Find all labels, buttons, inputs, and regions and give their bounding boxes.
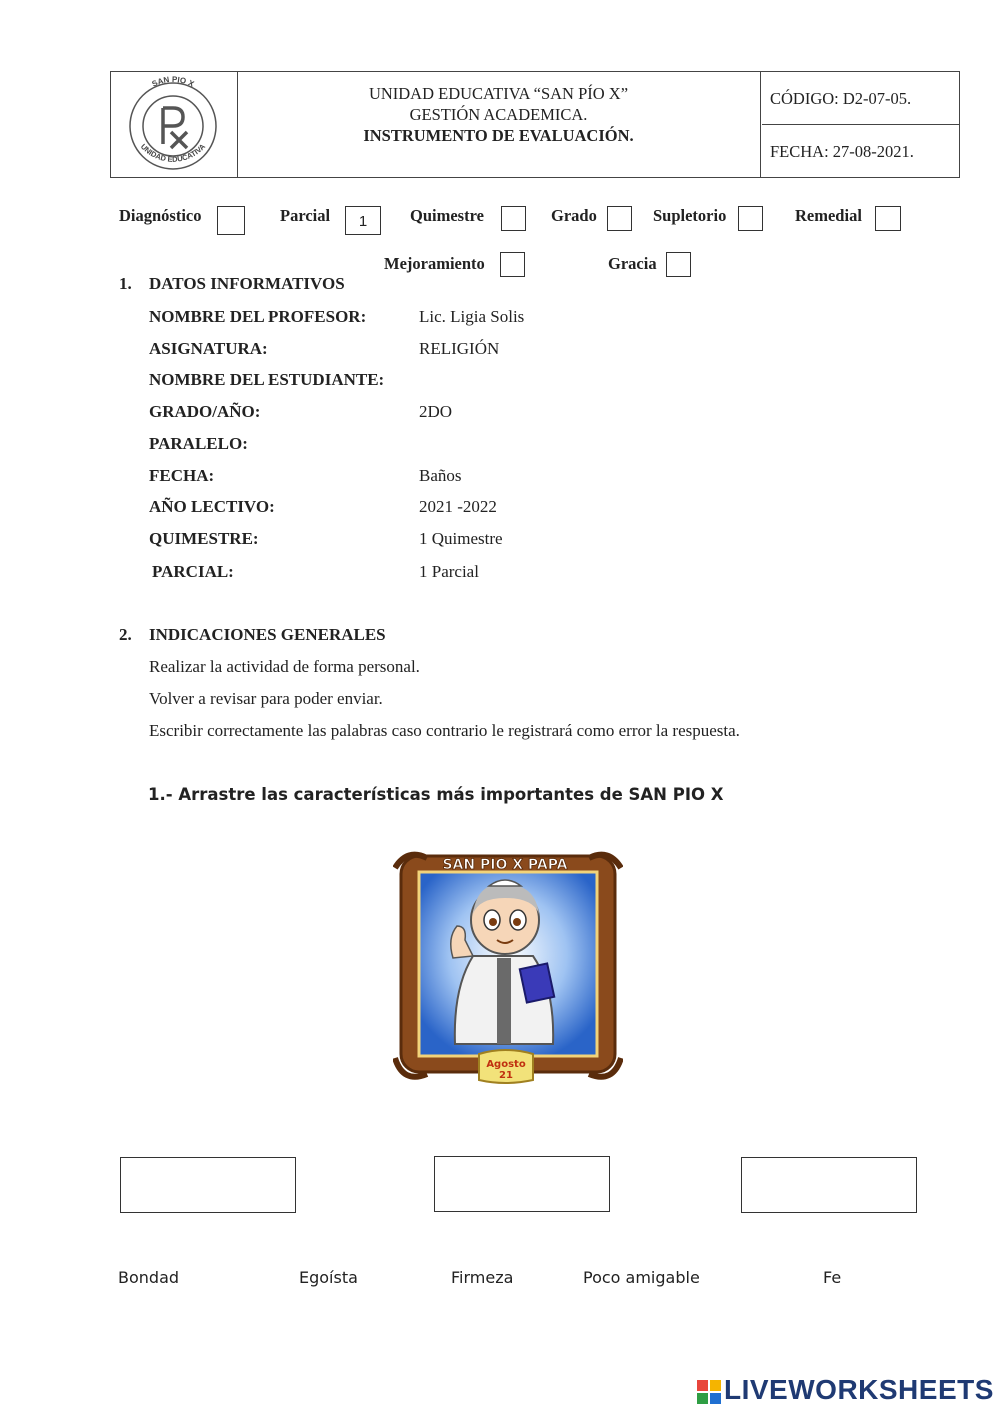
instruction-line: Volver a revisar para poder enviar. [149, 689, 383, 708]
eval-diagnostico-box[interactable] [217, 206, 245, 235]
label-estudiante: NOMBRE DEL ESTUDIANTE: [149, 370, 385, 389]
section2-title: INDICACIONES GENERALES [149, 625, 386, 644]
label-paralelo: PARALELO: [149, 434, 248, 453]
value-grado: 2DO [419, 402, 453, 421]
eval-quimestre-label: Quimestre [410, 206, 484, 225]
document-code: CÓDIGO: D2-07-05. [762, 72, 959, 125]
label-parcial: PARCIAL: [152, 562, 234, 581]
instruction-line: Escribir correctamente las palabras caso contrario le registrará como error la respuesta. [149, 721, 740, 740]
label-profesor: NOMBRE DEL PROFESOR: [149, 307, 367, 326]
label-ano-lectivo: AÑO LECTIVO: [149, 497, 275, 516]
section2-number: 2. [119, 625, 132, 644]
answer-drop-zone-3[interactable] [741, 1157, 917, 1213]
plaque-day: 21 [499, 1070, 513, 1081]
section1-number: 1. [119, 274, 132, 293]
san-pio-x-illustration [393, 848, 623, 1092]
logo-ring-bottom: UNIDAD EDUCATIVA [138, 141, 208, 164]
document-date: FECHA: 27-08-2021. [770, 142, 914, 161]
school-title-cell [237, 72, 761, 177]
value-asignatura: RELIGIÓN [419, 339, 500, 358]
department: GESTIÓN ACADEMICA. [409, 105, 588, 124]
illustration-banner: SAN PIO X PAPA [442, 857, 568, 873]
label-asignatura: ASIGNATURA: [149, 339, 268, 358]
answer-drop-zone-1[interactable] [120, 1157, 296, 1213]
value-quimestre: 1 Quimestre [419, 529, 503, 548]
logo-cell [111, 72, 238, 177]
label-grado: GRADO/AÑO: [149, 402, 261, 421]
eval-grado-label: Grado [551, 206, 597, 225]
eval-quimestre-box[interactable] [501, 206, 526, 231]
logo-ring-top: SAN PIO X [150, 74, 196, 89]
school-name: UNIDAD EDUCATIVA “SAN PÍO X” [368, 84, 629, 103]
value-profesor: Lic. Ligia Solis [419, 307, 525, 326]
eval-remedial-box[interactable] [875, 206, 901, 231]
eval-supletorio-box[interactable] [738, 206, 763, 231]
eval-parcial-label: Parcial [280, 206, 331, 225]
section1-title: DATOS INFORMATIVOS [149, 274, 345, 293]
answer-drop-zone-2[interactable] [434, 1156, 610, 1212]
eval-grado-box[interactable] [607, 206, 632, 231]
header-table [110, 71, 960, 178]
school-logo [111, 72, 237, 177]
eval-mejoramiento-box[interactable] [500, 252, 525, 277]
eval-gracia-label: Gracia [608, 254, 657, 273]
plaque-month: Agosto [486, 1059, 526, 1070]
word-firmeza[interactable]: Firmeza [451, 1268, 514, 1287]
svg-text:SAN PIO X [151, 75, 196, 89]
word-egoista[interactable]: Egoísta [299, 1268, 358, 1287]
eval-diagnostico-label: Diagnóstico [119, 206, 202, 225]
eval-gracia-box[interactable] [666, 252, 691, 277]
word-poco-amigable[interactable]: Poco amigable [583, 1268, 700, 1287]
instruction-line: Realizar la actividad de forma personal. [149, 657, 420, 676]
label-quimestre: QUIMESTRE: [149, 529, 259, 548]
eval-parcial-box[interactable]: 1 [345, 206, 381, 235]
liveworksheets-logo-icon [697, 1380, 721, 1404]
value-fecha: Baños [419, 466, 462, 485]
word-fe[interactable]: Fe [823, 1268, 842, 1287]
question-text: 1.- Arrastre las características más importantes de SAN PIO X [148, 785, 724, 804]
eval-supletorio-label: Supletorio [653, 206, 727, 225]
value-ano-lectivo: 2021 -2022 [419, 497, 497, 516]
value-parcial: 1 Parcial [419, 562, 479, 581]
instrument-title: INSTRUMENTO DE EVALUACIÓN. [363, 126, 634, 145]
eval-remedial-label: Remedial [795, 206, 862, 225]
eval-mejoramiento-label: Mejoramiento [384, 254, 485, 273]
code-date-cell [762, 72, 959, 177]
liveworksheets-brand: LIVEWORKSHEETS [724, 1374, 994, 1405]
label-fecha: FECHA: [149, 466, 215, 485]
word-bondad[interactable]: Bondad [118, 1268, 180, 1287]
